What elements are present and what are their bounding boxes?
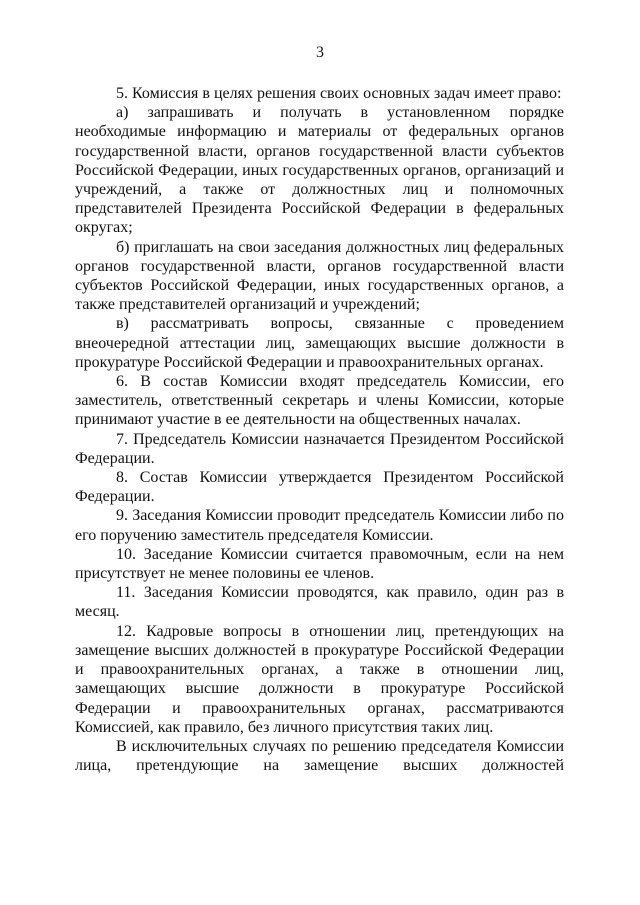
paragraph-7-chairman: 7. Председатель Комиссии назначается Президентом Российской Федерации.	[75, 430, 564, 467]
paragraph-5c-review: в) рассматривать вопросы, связанные с проведением внеочередной аттестации лиц, замещающих высшие должности в прокуратуре Российской Федерации и правоохранительных органах.	[75, 315, 564, 371]
paragraph-12-personnel: 12. Кадровые вопросы в отношении лиц, претендующих на замещение высших должностей в прокуратуре Российской Федерации и правоохранительных органах, а также в отношении лиц, замещающих высшие должности в прокуратуре Российской Федерации и правоохранительных органах, рассматриваются Комиссией, как правило, без личного присутствия таких лиц.	[75, 622, 564, 736]
paragraph-8-approval: 8. Состав Комиссии утверждается Президентом Российской Федерации.	[75, 469, 564, 506]
document-body	[75, 84, 564, 775]
paragraph-5b-invite: б) приглашать на свои заседания должностных лиц федеральных органов государственной власти, органов государственной власти субъектов Российской Федерации, иных государственных органов, а также представителей организаций и учреждений;	[75, 238, 564, 314]
paragraph-9-meetings: 9. Заседания Комиссии проводит председатель Комиссии либо по его поручению заместитель председателя Комиссии.	[75, 507, 564, 544]
paragraph-11-frequency: 11. Заседания Комиссии проводятся, как правило, один раз в месяц.	[75, 584, 564, 621]
paragraph-10-quorum: 10. Заседание Комиссии считается правомочным, если на нем присутствует не менее половины ее членов.	[75, 545, 564, 583]
paragraph-5-rights: 5. Комиссия в целях решения своих основных задач имеет право:	[116, 85, 562, 102]
paragraph-exceptional-cases: В исключительных случаях по решению председателя Комиссии лица, претендующие на замещение высших должностей	[75, 737, 564, 775]
paragraph-5a-request: а) запрашивать и получать в установленном порядке необходимые информацию и материалы от федеральных органов государственной власти, органов государственной власти субъектов Российской Федерации, иных государственных органов, организаций и учреждений, а также от должностных лиц и полномочных представителей Президента Российской Федерации в федеральных округах;	[75, 104, 564, 237]
page-number: 3	[316, 44, 324, 61]
paragraph-6-composition: 6. В состав Комиссии входят председатель Комиссии, его заместитель, ответственный секретарь и члены Комиссии, которые принимают участие в ее деятельности на общественных началах.	[75, 373, 564, 429]
